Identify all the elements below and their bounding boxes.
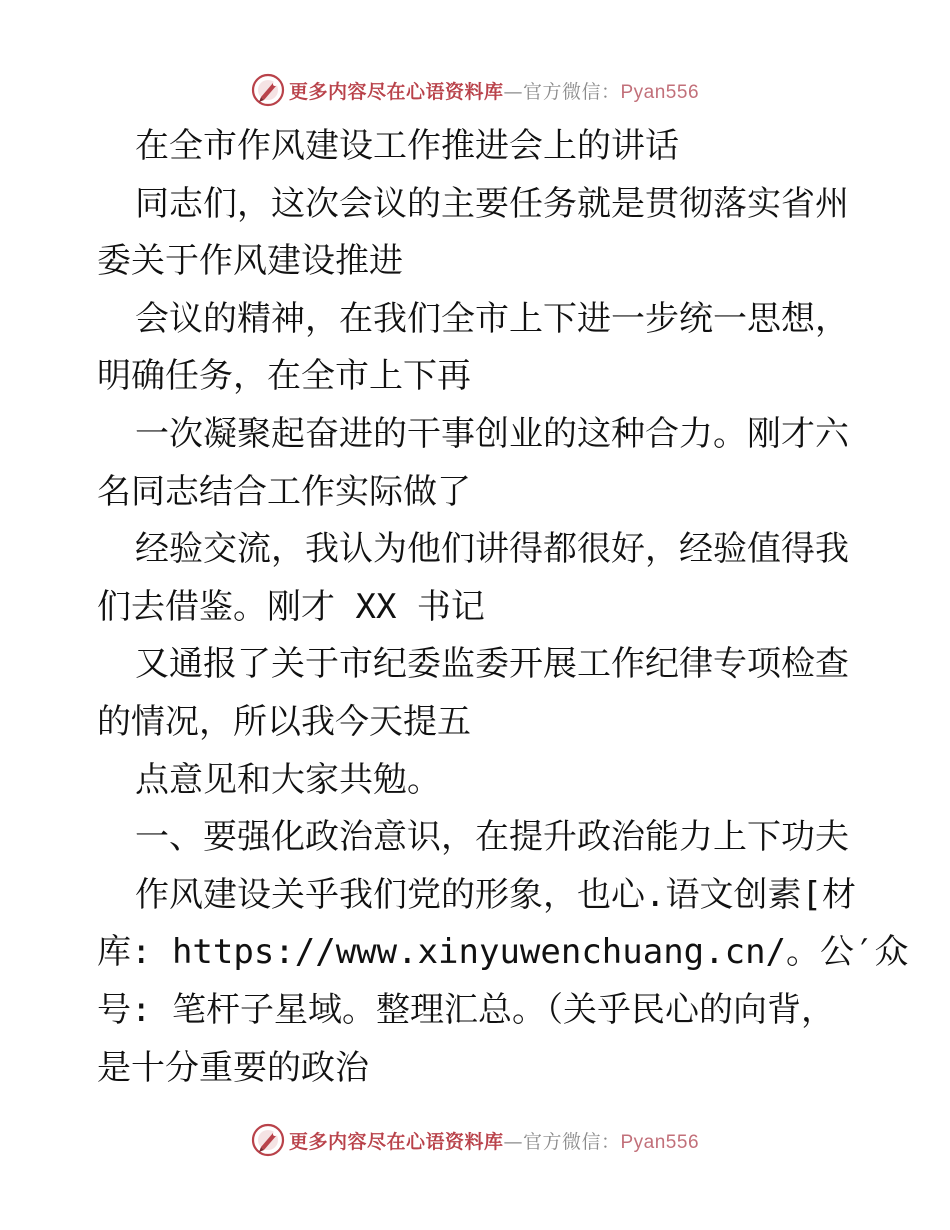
header-banner-text	[289, 77, 699, 104]
document-line: 点意见和大家共勉。	[135, 759, 441, 800]
document-line: 作风建设关乎我们党的形象，也心.语文创素[材	[135, 874, 856, 915]
document-line: 会议的精神，在我们全市上下进一步统一思想，	[135, 298, 849, 339]
banner-site-name: 更多内容尽在心语资料库	[288, 1130, 504, 1153]
document-line: 同志们，这次会议的主要任务就是贯彻落实省州	[135, 183, 849, 224]
banner-site-name: 更多内容尽在心语资料库	[288, 80, 504, 103]
document-line: 一、要强化政治意识，在提升政治能力上下功夫	[135, 817, 849, 858]
document-line: 库: https://www.xinyuwenchuang.cn/。公′众	[97, 932, 909, 973]
footer-banner-text	[289, 1127, 699, 1154]
document-body	[97, 118, 909, 1097]
banner-wechat-label: 官方微信：	[522, 1130, 621, 1153]
document-line: 的情况，所以我今天提五	[97, 701, 471, 742]
header-banner-inner	[251, 73, 699, 107]
document-line: 经验交流，我认为他们讲得都很好，经验值得我	[135, 529, 849, 570]
document-line: 名同志结合工作实际做了	[97, 471, 471, 512]
footer-banner-inner	[251, 1123, 699, 1157]
document-line: 明确任务，在全市上下再	[97, 356, 471, 397]
pen-nib-logo-icon	[251, 73, 285, 107]
banner-dash: —	[503, 1130, 523, 1153]
document-line: 一次凝聚起奋进的干事创业的这种合力。刚才六	[135, 413, 849, 454]
document-line: 委关于作风建设推进	[97, 241, 403, 282]
document-line: 号: 笔杆子星域。整理汇总。（关乎民心的向背，	[97, 989, 835, 1030]
pen-nib-logo-icon	[251, 1123, 285, 1157]
banner-wechat-label: 官方微信：	[522, 80, 621, 103]
footer-banner	[0, 1120, 950, 1160]
banner-wechat-id: Pyan556	[620, 1131, 700, 1153]
banner-wechat-id: Pyan556	[620, 81, 700, 103]
document-line: 是十分重要的政治	[97, 1047, 369, 1088]
document-line: 在全市作风建设工作推进会上的讲话	[135, 126, 679, 166]
document-line: 们去借鉴。刚才 XX 书记	[97, 586, 485, 627]
banner-dash: —	[503, 80, 523, 103]
header-banner	[0, 70, 950, 110]
document-line: 又通报了关于市纪委监委开展工作纪律专项检查	[135, 644, 849, 685]
